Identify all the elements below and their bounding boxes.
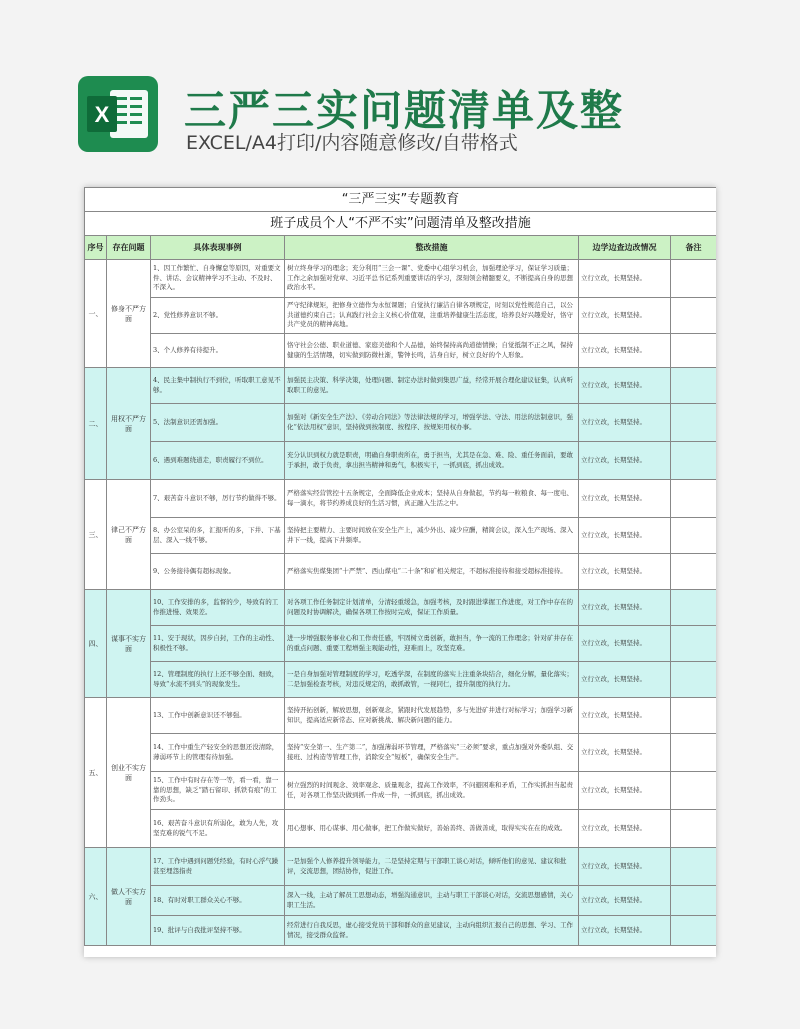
issue-category-cell[interactable]: 做人不实方面 [107, 848, 151, 946]
sheet-subtitle[interactable]: 班子成员个人“不严不实”问题清单及整改措施 [85, 212, 717, 236]
table-row [85, 368, 717, 404]
status-cell[interactable]: 立行立改，长期坚持。 [579, 368, 671, 404]
measure-cell[interactable]: 坚持“安全第一、生产第二”，加强薄弱环节管理，严格落实“三必须”要求，重点加强对外委队组、交接班、过构造等管理工作，消除安全“短板”，确保安全生产。 [285, 734, 579, 772]
example-cell[interactable]: 10、工作安排的多，监督的少，导致有的工作推进慢、效果差。 [151, 590, 285, 626]
note-cell[interactable] [671, 886, 717, 916]
issue-table [84, 187, 716, 946]
status-cell[interactable]: 立行立改，长期坚持。 [579, 886, 671, 916]
measure-cell[interactable]: 深入一线，主动了解员工思想动态，增强沟通意识，主动与职工干部谈心对话，交流思想感情，关心职工生活。 [285, 886, 579, 916]
measure-cell[interactable]: 用心想事、用心谋事、用心做事，把工作做实做好，善始善终、善做善成，取得实实在在的成效。 [285, 810, 579, 848]
example-cell[interactable]: 12、管理制度的执行上还不够全面、细致，导致“水流不到头”的现象发生。 [151, 662, 285, 698]
example-cell[interactable]: 13、工作中创新意识还不够强。 [151, 698, 285, 734]
banner-title: 三严三实问题清单及整 [184, 86, 625, 135]
status-cell[interactable]: 立行立改，长期坚持。 [579, 810, 671, 848]
measure-cell[interactable]: 坚持把主要精力、主要时间放在安全生产上，减少外出、减少应酬，精简会议，深入生产现场、深入井下一线，提高下井频率。 [285, 518, 579, 554]
measure-cell[interactable]: 树立强烈的时间观念、效率观念、质量观念，提高工作效率，不问避困难和矛盾，工作实抓担当起责任，对各项工作坚决做到抓一件成一件，一抓到底，抓出成效。 [285, 772, 579, 810]
measure-cell[interactable]: 严守纪律规矩，把修身立德作为永恒课题；自觉执行廉洁自律各项规定，时刻以党性规范自己，以公共道德约束自己；认真践行社会主义核心价值观，注重培养健康生活态度，培养良好兴趣爱好，恪守共产党员的精神高地。 [285, 298, 579, 334]
example-cell[interactable]: 18、有时对职工群众关心不够。 [151, 886, 285, 916]
table-row [85, 848, 717, 886]
status-cell[interactable]: 立行立改，长期坚持。 [579, 734, 671, 772]
header-example[interactable]: 具体表现事例 [151, 236, 285, 260]
example-cell[interactable]: 16、艰苦奋斗意识有所弱化，敢为人先，攻坚克难的锐气不足。 [151, 810, 285, 848]
example-cell[interactable]: 19、批评与自我批评坚持不够。 [151, 916, 285, 946]
measure-cell[interactable]: 严格落实经营管控十五条规定，全面降低企业成本；坚持从自身做起，节约每一粒粮食、每一度电、每一滴水，将节约养成良好的生活习惯，真正融入生活之中。 [285, 480, 579, 518]
measure-cell[interactable]: 严格落实焦煤集团“十严禁”、西山煤电“二十条”和矿相关规定，不超标准接待和接受超标准接待。 [285, 554, 579, 590]
status-cell[interactable]: 立行立改，长期坚持。 [579, 518, 671, 554]
table-row [85, 554, 717, 590]
table-row [85, 772, 717, 810]
status-cell[interactable]: 立行立改，长期坚持。 [579, 480, 671, 518]
status-cell[interactable]: 立行立改，长期坚持。 [579, 626, 671, 662]
table-row [85, 518, 717, 554]
header-status[interactable]: 边学边查边改情况 [579, 236, 671, 260]
measure-cell[interactable]: 加强民主决策、科学决策，处理问题、制定办法时做到集思广益，经常开展合理化建议征集，认真听取职工的意见。 [285, 368, 579, 404]
table-row [85, 626, 717, 662]
status-cell[interactable]: 立行立改，长期坚持。 [579, 916, 671, 946]
group-number-cell[interactable]: 五、 [85, 698, 107, 848]
table-row [85, 260, 717, 298]
example-cell[interactable]: 3、个人修养有待提升。 [151, 334, 285, 368]
measure-cell[interactable]: 对各项工作任务制定计划清单，分清轻重缓急，加强考核，及时跟进掌握工作进度，对工作中存在的问题及时协调解决，确保各项工作按时完成，保证工作质量。 [285, 590, 579, 626]
status-cell[interactable]: 立行立改，长期坚持。 [579, 404, 671, 442]
issue-category-cell[interactable]: 律己不严方面 [107, 480, 151, 590]
group-number-cell[interactable]: 六、 [85, 848, 107, 946]
header-issue[interactable]: 存在问题 [107, 236, 151, 260]
example-cell[interactable]: 17、工作中遇到问题凭经验，有时心浮气躁甚至埋怨指责 [151, 848, 285, 886]
status-cell[interactable]: 立行立改，长期坚持。 [579, 260, 671, 298]
measure-cell[interactable]: 树立终身学习的理念；充分利用“三会一课”、党委中心组学习机会，加强理论学习，保证学习质量；工作之余加强对党章、习近平总书记系列重要讲话的学习，深刻领会精髓要义，不断提高自身的思想政治水平。 [285, 260, 579, 298]
note-cell[interactable] [671, 916, 717, 946]
measure-cell[interactable]: 加强对《新安全生产法》、《劳动合同法》等法律法规的学习，增强学法、守法、用法的法制意识，强化“依法用权”意识，坚持做到按制度、按程序、按规矩用权办事。 [285, 404, 579, 442]
group-number-cell[interactable]: 三、 [85, 480, 107, 590]
status-cell[interactable]: 立行立改，长期坚持。 [579, 848, 671, 886]
excel-icon [78, 76, 158, 152]
table-row [85, 734, 717, 772]
header-note[interactable]: 备注 [671, 236, 717, 260]
note-cell[interactable] [671, 772, 717, 810]
measure-cell[interactable]: 一是加强个人修养提升领导能力，二是坚持定期与干部职工谈心对话，倾听他们的意见、建议和批评，交流思想，团结协作，促进工作。 [285, 848, 579, 886]
measure-cell[interactable]: 进一步增强服务事业心和工作责任感，牢固树立勇创新，敢担当，争一流的工作理念；针对矿井存在的重点问题、重要工程增强主观能动性，迎难而上，攻坚克难。 [285, 626, 579, 662]
header-no[interactable]: 序号 [85, 236, 107, 260]
issue-category-cell[interactable]: 用权不严方面 [107, 368, 151, 480]
table-row [85, 590, 717, 626]
status-cell[interactable]: 立行立改，长期坚持。 [579, 772, 671, 810]
example-cell[interactable]: 6、遇到难题绕道走，职责履行不到位。 [151, 442, 285, 480]
table-row [85, 334, 717, 368]
example-cell[interactable]: 15、工作中有时存在等一等，看一看，靠一靠的思想，缺乏“踏石留印、抓铁有痕”的工作劲头。 [151, 772, 285, 810]
issue-category-cell[interactable]: 谋事不实方面 [107, 590, 151, 698]
spreadsheet [84, 187, 716, 957]
status-cell[interactable]: 立行立改，长期坚持。 [579, 298, 671, 334]
note-cell[interactable] [671, 626, 717, 662]
status-cell[interactable]: 立行立改，长期坚持。 [579, 590, 671, 626]
example-cell[interactable]: 1、因工作繁忙、自身懈怠等原因，对重要文件、讲话、会议精神学习不主动、不及时、不深入。 [151, 260, 285, 298]
issue-category-cell[interactable]: 创业不实方面 [107, 698, 151, 848]
example-cell[interactable]: 5、法制意识还需加强。 [151, 404, 285, 442]
table-row [85, 404, 717, 442]
example-cell[interactable]: 9、公务接待偶有超标现象。 [151, 554, 285, 590]
note-cell[interactable] [671, 442, 717, 480]
note-cell[interactable] [671, 698, 717, 734]
table-row [85, 886, 717, 916]
table-row [85, 916, 717, 946]
note-cell[interactable] [671, 368, 717, 404]
sheet-title[interactable]: “三严三实”专题教育 [85, 188, 717, 212]
measure-cell[interactable]: 恪守社会公德、职业道德、家庭美德和个人品德，始终保持高尚道德情操；自觉抵制不正之风，保持健康的生活情趣，切实做到防微杜渐，警钟长鸣，洁身自好，树立良好的个人形象。 [285, 334, 579, 368]
group-number-cell[interactable]: 四、 [85, 590, 107, 698]
note-cell[interactable] [671, 590, 717, 626]
header-measure[interactable]: 整改措施 [285, 236, 579, 260]
note-cell[interactable] [671, 848, 717, 886]
group-number-cell[interactable]: 一、 [85, 260, 107, 368]
measure-cell[interactable]: 坚持开拓创新，解放思想，创新观念，紧跟时代发展趋势，多与先进矿井进行对标学习；加强学习新知识，提高适应新常态、应对新挑战、解决新问题的能力。 [285, 698, 579, 734]
example-cell[interactable]: 4、民主集中制执行不到位，听取职工意见不够。 [151, 368, 285, 404]
note-cell[interactable] [671, 554, 717, 590]
note-cell[interactable] [671, 810, 717, 848]
example-cell[interactable]: 11、安于现状，因步自封，工作的主动性、积极性不够。 [151, 626, 285, 662]
banner-subtitle: EXCEL/A4打印/内容随意修改/自带格式 [186, 132, 518, 154]
table-row [85, 442, 717, 480]
status-cell[interactable]: 立行立改，长期坚持。 [579, 334, 671, 368]
note-cell[interactable] [671, 480, 717, 518]
example-cell[interactable]: 7、艰苦奋斗意识不够，厉行节约做得不够。 [151, 480, 285, 518]
status-cell[interactable]: 立行立改，长期坚持。 [579, 442, 671, 480]
note-cell[interactable] [671, 734, 717, 772]
issue-category-cell[interactable]: 修身不严方面 [107, 260, 151, 368]
note-cell[interactable] [671, 260, 717, 298]
banner [0, 0, 800, 186]
note-cell[interactable] [671, 518, 717, 554]
example-cell[interactable]: 2、党性修养意识不够。 [151, 298, 285, 334]
status-cell[interactable]: 立行立改，长期坚持。 [579, 662, 671, 698]
measure-cell[interactable]: 经常进行自我反思，虚心接受党员干部和群众的意见建议，主动向组织汇报自己的思想、学习、工作情况，接受群众监督。 [285, 916, 579, 946]
note-cell[interactable] [671, 298, 717, 334]
measure-cell[interactable]: 充分认识到权力就是职责，明确自身职责所在，勇于担当，尤其是在急、难、险、重任务面前，要敢于承担，敢于负责，拿出担当精神和勇气，积极实干，一抓到底，抓出成效。 [285, 442, 579, 480]
measure-cell[interactable]: 一是自身加强对管理制度的学习，吃透学深，在制度的落实上注重条块结合，细化分解，量化落实；二是加强检查考核，对违反规定的，敢抓敢管，一视同仁，提升制度的执行力。 [285, 662, 579, 698]
note-cell[interactable] [671, 334, 717, 368]
example-cell[interactable]: 14、工作中重生产轻安全的思想还没清除，薄弱环节上的管理有待加强。 [151, 734, 285, 772]
table-row [85, 298, 717, 334]
table-row [85, 662, 717, 698]
example-cell[interactable]: 8、办公室呆的多，汇报听的多，下井、下基层、深入一线不够。 [151, 518, 285, 554]
note-cell[interactable] [671, 662, 717, 698]
status-cell[interactable]: 立行立改，长期坚持。 [579, 554, 671, 590]
table-row [85, 810, 717, 848]
svg-text:X: X [94, 102, 110, 127]
table-row [85, 480, 717, 518]
group-number-cell[interactable]: 二、 [85, 368, 107, 480]
table-row [85, 698, 717, 734]
note-cell[interactable] [671, 404, 717, 442]
status-cell[interactable]: 立行立改，长期坚持。 [579, 698, 671, 734]
